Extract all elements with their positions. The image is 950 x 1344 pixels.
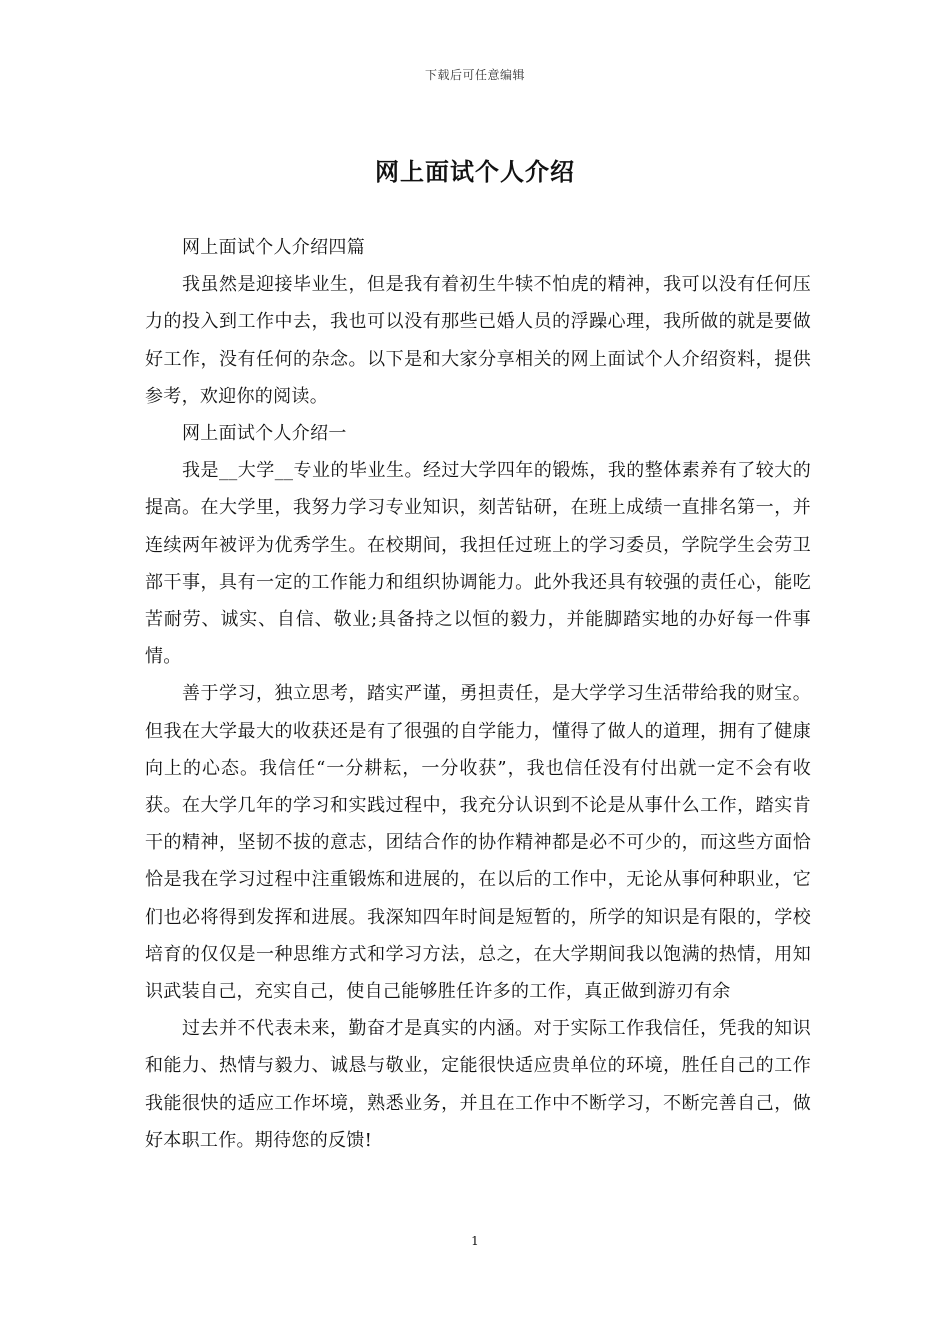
section-heading-one: 网上面试个人介绍一 [182, 423, 347, 445]
document-title: 网上面试个人介绍 [375, 157, 575, 186]
document-body [145, 229, 811, 1159]
subtitle-paragraph: 网上面试个人介绍四篇 [182, 237, 365, 258]
page-number: 1 [471, 1234, 479, 1248]
body-paragraph: 善于学习，独立思考，踏实严谨，勇担责任，是大学学习生活带给我的财宝。但我在大学最大的收获还是有了很强的自学能力，懂得了做人的道理，拥有了健康向上的心态。我信任“一分耕耘，一分收获”，我也信任没有付出就一定不会有收获。在大学几年的学习和实践过程中，我充分认识到不论是从事什么工作，踏实肯干的精神，坚韧不拔的意志，团结合作的协作精神都是必不可少的，而这些方面恰恰是我在学习过程中注重锻炼和进展的，在以后的工作中，无论从事何种职业，它们也必将得到发挥和进展。我深知四年时间是短暂的，所学的知识是有限的，学校培育的仅仅是一种思维方式和学习方法，总之，在大学期间我以饱满的热情，用知识武装自己，充实自己，使自己能够胜任许多的工作，真正做到游刃有余 [145, 683, 811, 1003]
body-paragraph: 我是__大学__专业的毕业生。经过大学四年的锻炼，我的整体素养有了较大的提高。在大学里，我努力学习专业知识，刻苦钻研，在班上成绩一直排名第一，并连续两年被评为优秀学生。在校期间，我担任过班上的学习委员，学院学生会劳卫部干事，具有一定的工作能力和组织协调能力。此外我还具有较强的责任心，能吃苦耐劳、诚实、自信、敬业;具备持之以恒的毅力，并能脚踏实地的办好每一件事情。 [145, 460, 811, 668]
intro-paragraph: 我虽然是迎接毕业生，但是我有着初生牛犊不怕虎的精神，我可以没有任何压力的投入到工作中去，我也可以没有那些已婚人员的浮躁心理，我所做的就是要做好工作，没有任何的杂念。以下是和大家分享相关的网上面试个人介绍资料，提供参考，欢迎你的阅读。 [145, 274, 811, 407]
header-note: 下载后可任意编辑 [424, 68, 525, 82]
body-paragraph: 过去并不代表未来，勤奋才是真实的内涵。对于实际工作我信任，凭我的知识和能力、热情与毅力、诚恳与敬业，定能很快适应贵单位的环境，胜任自己的工作我能很快的适应工作坏境，熟悉业务，并且在工作中不断学习，不断完善自己，做好本职工作。期待您的反馈! [145, 1018, 811, 1151]
